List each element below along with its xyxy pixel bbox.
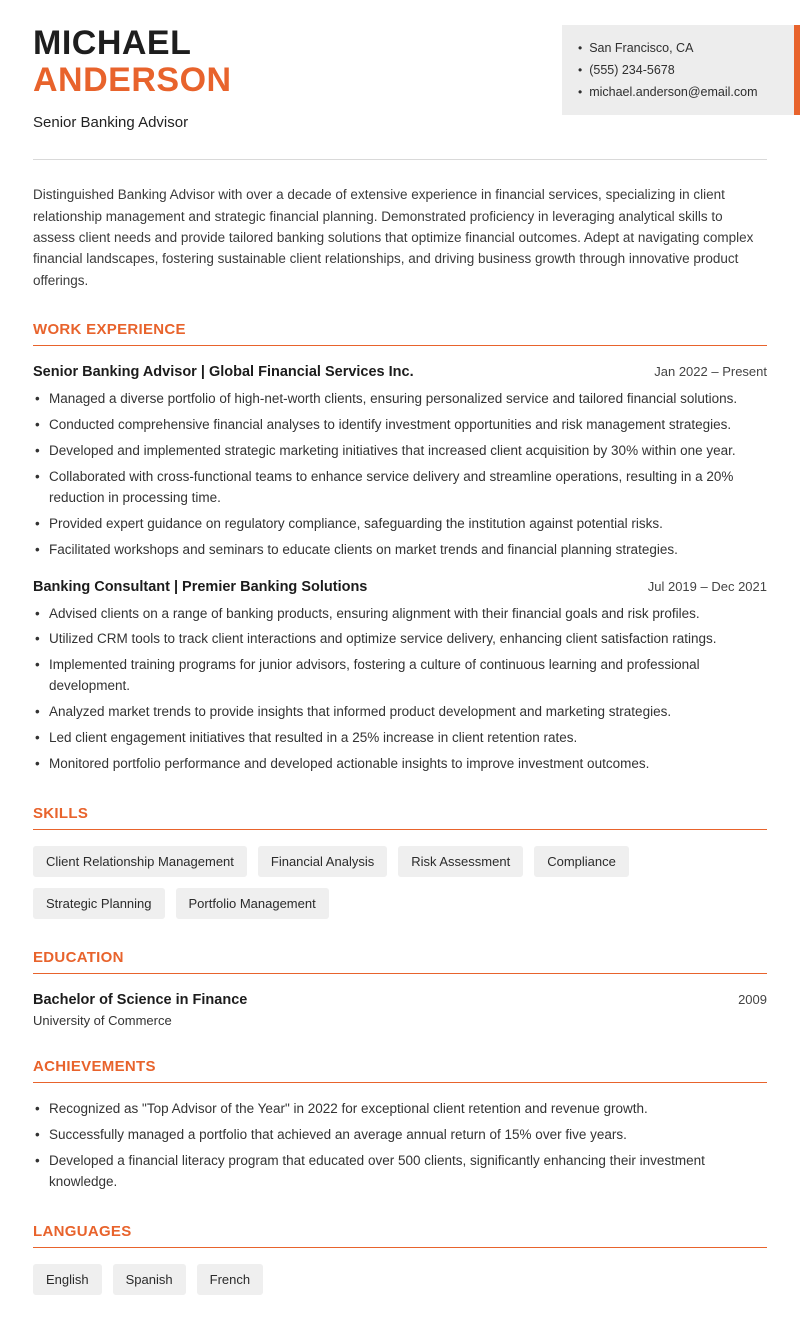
contact-location [578, 37, 780, 59]
job-bullet-list [33, 604, 767, 775]
skill-tag: Risk Assessment [398, 846, 523, 877]
language-tag: Spanish [113, 1264, 186, 1295]
job-bullet: • Facilitated workshops and seminars to educate clients on market trends and financial planning strategies. [33, 540, 767, 561]
skill-tag: Financial Analysis [258, 846, 387, 877]
section-education [33, 949, 767, 1028]
job-header [33, 579, 767, 595]
section-work-experience [33, 321, 767, 775]
header-divider [33, 159, 767, 160]
education-degree: Bachelor of Science in Finance [33, 991, 248, 1008]
name-block [33, 25, 232, 131]
job-bullet: • Led client engagement initiatives that resulted in a 25% increase in client retention rates. [33, 728, 767, 749]
contact-card [562, 25, 800, 115]
job-dates: Jul 2019 – Dec 2021 [647, 578, 767, 594]
achievements-list [33, 1099, 767, 1193]
first-name: MICHAEL [33, 24, 192, 62]
achievements-heading: ACHIEVEMENTS [33, 1058, 767, 1083]
job-bullet: • Collaborated with cross-functional teams to enhance service delivery and streamline operations, resulting in a 20% reduction in processing time. [33, 467, 767, 509]
candidate-name [33, 25, 232, 98]
section-languages [33, 1223, 767, 1295]
languages-tag-list [33, 1264, 767, 1295]
job-title: Senior Banking Advisor | Global Financial Services Inc. [33, 364, 414, 381]
bullet-icon: • [578, 85, 583, 99]
education-entry [33, 992, 767, 1028]
section-skills [33, 805, 767, 919]
achievement-bullet: • Successfully managed a portfolio that achieved an average annual return of 15% over five years. [33, 1125, 767, 1146]
education-school: University of Commerce [33, 1012, 172, 1028]
job-entry [33, 364, 767, 560]
education-header [33, 992, 767, 1008]
section-achievements [33, 1058, 767, 1193]
job-dates: Jan 2022 – Present [654, 364, 767, 380]
job-bullet: • Analyzed market trends to provide insights that informed product development and marketing strategies. [33, 702, 767, 723]
job-bullet: • Advised clients on a range of banking products, ensuring alignment with their financial goals and risk profiles. [33, 604, 767, 625]
language-tag: English [33, 1264, 102, 1295]
contact-phone-text: (555) 234-5678 [589, 63, 675, 77]
contact-phone [578, 59, 780, 81]
resume-header [33, 0, 767, 131]
skill-tag: Strategic Planning [33, 888, 165, 919]
contact-list [578, 37, 780, 103]
contact-email [578, 81, 780, 103]
skill-tag: Compliance [534, 846, 629, 877]
skill-tag: Client Relationship Management [33, 846, 247, 877]
work-experience-heading: WORK EXPERIENCE [33, 321, 767, 346]
job-bullet: • Developed and implemented strategic marketing initiatives that increased client acquisition by 30% within one year. [33, 441, 767, 462]
bullet-icon: • [578, 41, 583, 55]
education-year: 2009 [738, 991, 767, 1007]
skill-tag: Portfolio Management [176, 888, 329, 919]
job-bullet-list [33, 389, 767, 560]
education-heading: EDUCATION [33, 949, 767, 974]
job-bullet: • Monitored portfolio performance and developed actionable insights to improve investment outcomes. [33, 754, 767, 775]
contact-email-text: michael.anderson@email.com [589, 85, 758, 99]
bullet-icon: • [578, 63, 583, 77]
achievement-bullet: • Recognized as "Top Advisor of the Year" in 2022 for exceptional client retention and revenue growth. [33, 1099, 767, 1120]
languages-heading: LANGUAGES [33, 1223, 767, 1248]
contact-location-text: San Francisco, CA [589, 41, 694, 55]
job-bullet: • Implemented training programs for junior advisors, fostering a culture of continuous learning and professional development. [33, 655, 767, 697]
job-header [33, 364, 767, 380]
job-bullet: • Provided expert guidance on regulatory compliance, safeguarding the institution against potential risks. [33, 514, 767, 535]
achievement-bullet: • Developed a financial literacy program that educated over 500 clients, significantly enhancing their investment knowledge. [33, 1151, 767, 1193]
job-title: Banking Consultant | Premier Banking Solutions [33, 578, 368, 595]
candidate-title: Senior Banking Advisor [33, 114, 189, 132]
job-entry [33, 579, 767, 775]
job-bullet: • Utilized CRM tools to track client interactions and optimize service delivery, enhancing client satisfaction ratings. [33, 629, 767, 650]
job-bullet: • Managed a diverse portfolio of high-net-worth clients, ensuring personalized service and tailored financial solutions. [33, 389, 767, 410]
last-name: ANDERSON [33, 60, 232, 99]
language-tag: French [197, 1264, 263, 1295]
summary-text: Distinguished Banking Advisor with over a decade of extensive experience in financial services, specializing in client relationship management and strategic financial planning. Demonstrated proficiency in leveraging analytical skills to assess client needs and provide tailored banking solutions that optimize financial outcomes. Adept at navigating complex financial landscapes, fostering sustainable client relationships, and driving business growth through innovative product offerings. [33, 187, 754, 288]
skills-tag-list [33, 846, 767, 919]
job-bullet: • Conducted comprehensive financial analyses to identify investment opportunities and risk management strategies. [33, 415, 767, 436]
skills-heading: SKILLS [33, 805, 767, 830]
